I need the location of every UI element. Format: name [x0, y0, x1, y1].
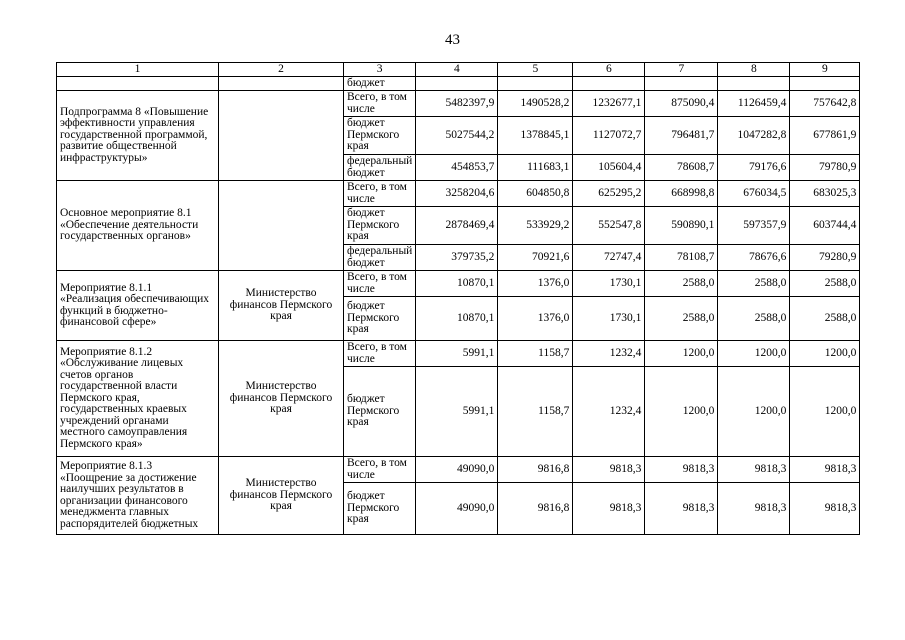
value-cell: 79780,9 [790, 155, 860, 181]
table-row [57, 457, 860, 483]
value-cell: 1490528,2 [498, 91, 573, 117]
value-cell: 49090,0 [416, 457, 498, 483]
value-cell: 1232677,1 [573, 91, 645, 117]
value-cell: 1232,4 [573, 341, 645, 367]
column-header: 3 [344, 63, 416, 77]
value-cell: 604850,8 [498, 181, 573, 207]
value-cell: 1232,4 [573, 367, 645, 457]
value-cell: 78608,7 [645, 155, 718, 181]
funding-source-cell: бюджет Пермского края [344, 367, 416, 457]
value-cell: 1378845,1 [498, 117, 573, 155]
value-cell: 9818,3 [573, 483, 645, 535]
value-cell: 5482397,9 [416, 91, 498, 117]
value-cell: 1200,0 [718, 341, 790, 367]
executor-cell [219, 77, 344, 91]
value-cell: 1047282,8 [718, 117, 790, 155]
column-header: 7 [645, 63, 718, 77]
value-cell: 2588,0 [790, 297, 860, 341]
table-row [57, 271, 860, 297]
value-cell: 875090,4 [645, 91, 718, 117]
column-header: 1 [57, 63, 219, 77]
value-cell: 10870,1 [416, 271, 498, 297]
value-cell: 5991,1 [416, 367, 498, 457]
value-cell: 5991,1 [416, 341, 498, 367]
value-cell: 78108,7 [645, 245, 718, 271]
executor-cell: Министерство финансов Пермского края [219, 341, 344, 457]
value-cell: 78676,6 [718, 245, 790, 271]
header-row [57, 63, 860, 77]
funding-source-cell: бюджет Пермского края [344, 297, 416, 341]
column-header: 8 [718, 63, 790, 77]
value-cell: 2588,0 [645, 271, 718, 297]
program-name-cell: Мероприятие 8.1.3 «Поощрение за достижение наилучших результатов в организации финансового менеджмента главных распорядителей бюджетных [57, 457, 219, 535]
value-cell: 1200,0 [790, 367, 860, 457]
value-cell: 1200,0 [645, 341, 718, 367]
program-name-cell: Мероприятие 8.1.1 «Реализация обеспечивающих функций в бюджетно-финансовой сфере» [57, 271, 219, 341]
value-cell: 757642,8 [790, 91, 860, 117]
budget-table [56, 62, 860, 535]
value-cell: 1730,1 [573, 297, 645, 341]
table-row [57, 341, 860, 367]
table-row [57, 181, 860, 207]
source-cell: бюджет [344, 77, 416, 91]
value-cell: 677861,9 [790, 117, 860, 155]
name-cell [57, 77, 219, 91]
value-cell: 9818,3 [790, 457, 860, 483]
executor-cell [219, 91, 344, 181]
value-cell: 597357,9 [718, 207, 790, 245]
value-cell [718, 77, 790, 91]
column-header: 4 [416, 63, 498, 77]
value-cell [573, 77, 645, 91]
value-cell: 533929,2 [498, 207, 573, 245]
value-cell [790, 77, 860, 91]
row-group [57, 341, 860, 457]
value-cell: 9818,3 [645, 457, 718, 483]
funding-source-cell: Всего, в том числе [344, 457, 416, 483]
value-cell: 1158,7 [498, 341, 573, 367]
value-cell: 49090,0 [416, 483, 498, 535]
table-row [57, 91, 860, 117]
value-cell: 70921,6 [498, 245, 573, 271]
value-cell [416, 77, 498, 91]
value-cell: 1127072,7 [573, 117, 645, 155]
value-cell: 2588,0 [790, 271, 860, 297]
value-cell: 3258204,6 [416, 181, 498, 207]
value-cell: 9818,3 [645, 483, 718, 535]
value-cell: 79280,9 [790, 245, 860, 271]
funding-source-cell: федеральный бюджет [344, 155, 416, 181]
funding-source-cell: бюджет Пермского края [344, 483, 416, 535]
value-cell: 79176,6 [718, 155, 790, 181]
funding-source-cell: бюджет Пермского края [344, 207, 416, 245]
funding-source-cell: Всего, в том числе [344, 271, 416, 297]
value-cell: 2588,0 [718, 271, 790, 297]
value-cell: 9818,3 [718, 457, 790, 483]
value-cell: 1200,0 [718, 367, 790, 457]
funding-source-cell: федеральный бюджет [344, 245, 416, 271]
value-cell: 5027544,2 [416, 117, 498, 155]
value-cell: 454853,7 [416, 155, 498, 181]
value-cell: 796481,7 [645, 117, 718, 155]
program-name-cell: Мероприятие 8.1.2 «Обслуживание лицевых счетов органов государственной власти Пермского края, государственных краевых учреждений органами местного самоуправления Пермского края» [57, 341, 219, 457]
funding-source-cell: Всего, в том числе [344, 181, 416, 207]
value-cell: 111683,1 [498, 155, 573, 181]
value-cell: 9818,3 [790, 483, 860, 535]
column-header: 5 [498, 63, 573, 77]
funding-source-cell: Всего, в том числе [344, 91, 416, 117]
row-group [57, 271, 860, 341]
row-group [57, 181, 860, 271]
funding-source-cell: бюджет Пермского края [344, 117, 416, 155]
value-cell: 10870,1 [416, 297, 498, 341]
page-number: 43 [445, 32, 460, 48]
executor-cell: Министерство финансов Пермского края [219, 457, 344, 535]
value-cell: 603744,4 [790, 207, 860, 245]
value-cell: 1126459,4 [718, 91, 790, 117]
value-cell: 1376,0 [498, 271, 573, 297]
table-row [57, 77, 860, 91]
row-group [57, 457, 860, 535]
column-header: 2 [219, 63, 344, 77]
value-cell: 625295,2 [573, 181, 645, 207]
value-cell: 2588,0 [645, 297, 718, 341]
value-cell: 9816,8 [498, 457, 573, 483]
value-cell: 2588,0 [718, 297, 790, 341]
row-group [57, 91, 860, 181]
value-cell: 1730,1 [573, 271, 645, 297]
value-cell: 9818,3 [573, 457, 645, 483]
value-cell: 9816,8 [498, 483, 573, 535]
program-name-cell: Основное мероприятие 8.1 «Обеспечение деятельности государственных органов» [57, 181, 219, 271]
value-cell [645, 77, 718, 91]
value-cell: 1158,7 [498, 367, 573, 457]
executor-cell: Министерство финансов Пермского края [219, 271, 344, 341]
value-cell: 9818,3 [718, 483, 790, 535]
executor-cell [219, 181, 344, 271]
value-cell: 72747,4 [573, 245, 645, 271]
funding-source-cell: Всего, в том числе [344, 341, 416, 367]
value-cell: 379735,2 [416, 245, 498, 271]
program-name-cell: Подпрограмма 8 «Повышение эффективности управления государственной программой, развитие общественной инфраструктуры» [57, 91, 219, 181]
value-cell: 683025,3 [790, 181, 860, 207]
value-cell: 668998,8 [645, 181, 718, 207]
value-cell [498, 77, 573, 91]
value-cell: 1200,0 [790, 341, 860, 367]
value-cell: 105604,4 [573, 155, 645, 181]
value-cell: 590890,1 [645, 207, 718, 245]
value-cell: 676034,5 [718, 181, 790, 207]
column-header: 6 [573, 63, 645, 77]
value-cell: 1200,0 [645, 367, 718, 457]
column-header: 9 [790, 63, 860, 77]
value-cell: 552547,8 [573, 207, 645, 245]
value-cell: 1376,0 [498, 297, 573, 341]
value-cell: 2878469,4 [416, 207, 498, 245]
